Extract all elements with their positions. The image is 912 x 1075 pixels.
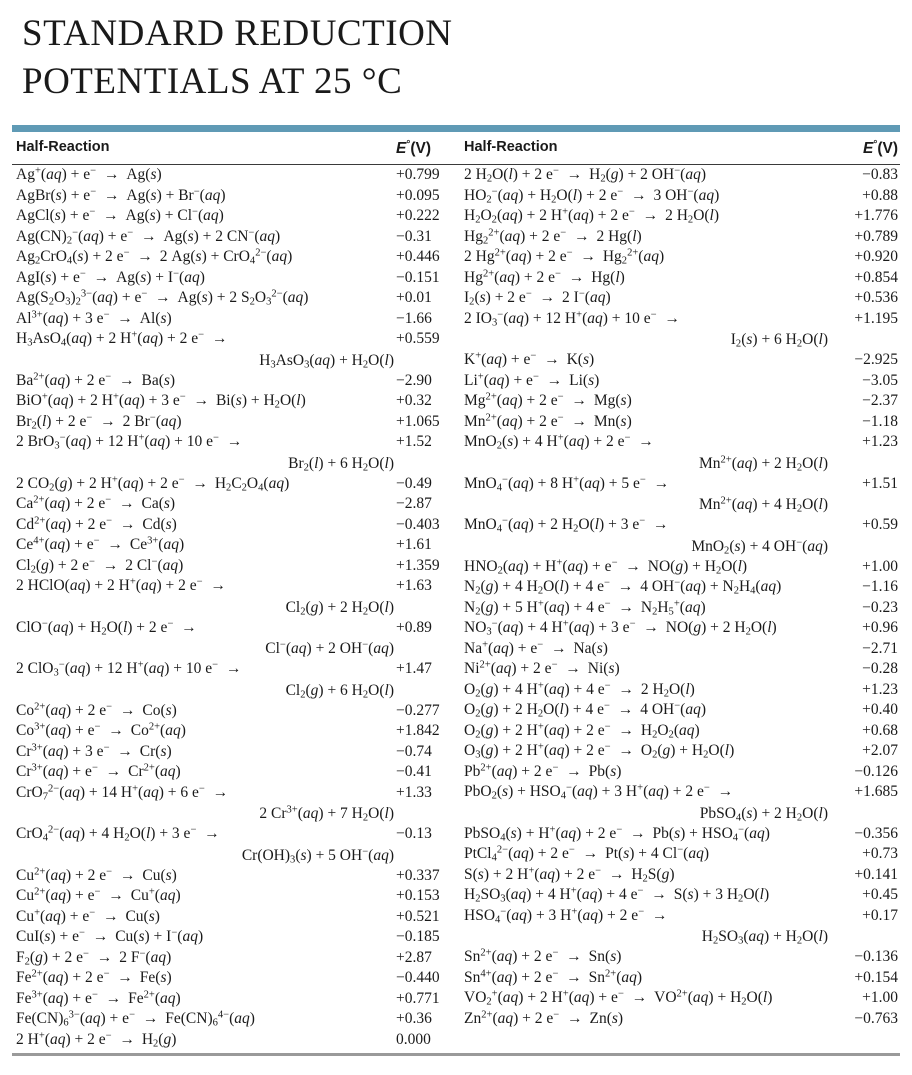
half-reaction-cell: $Ca^{2+}(aq) + 2$ e− → Ca(s) — [16, 494, 176, 513]
table-body — [12, 165, 900, 1050]
potential-value-cell: 0.000 — [396, 1030, 431, 1048]
half-reaction-cell: CrO$_7^{2-}$(aq) + 14 H+(aq) + 6 e− → — [16, 783, 228, 803]
table-row — [12, 186, 458, 207]
potential-value-cell: +0.89 — [396, 618, 432, 636]
potential-value-cell: +0.45 — [862, 886, 898, 904]
half-reaction-cell: $H_2SO_3(aq) + 4$ H+(aq) + 4 e− → S(s) + 3 $H_2O(l)$ — [464, 885, 770, 905]
potential-value-cell: −2.87 — [396, 495, 432, 513]
table-row — [12, 412, 458, 433]
half-reaction-cell: $Al^{3+}(aq) + 3$ e− → Al(s) — [16, 309, 172, 327]
potential-value-cell: +1.065 — [396, 412, 440, 430]
table-row — [460, 947, 900, 968]
potential-value-cell: +0.854 — [854, 268, 898, 286]
table-row — [12, 824, 458, 845]
half-reaction-cell: Cu+(aq) + e− → Cu(s) — [16, 907, 160, 925]
table-row — [12, 701, 458, 722]
half-reaction-continuation — [12, 680, 458, 701]
half-reaction-cell: 2 BrO$_3$−(aq) + 12 H+(aq) + 10 e− → — [16, 432, 242, 452]
half-reaction-continuation-text: $Mn^{2+}(aq) + 2$ $H_2O(l)$ — [698, 454, 828, 474]
table-row — [460, 700, 900, 721]
half-reaction-cell: $O_2(g) + 2$ $H_2O(l) + 4$ e− → 4 OH−(aq) — [464, 700, 706, 720]
potential-value-cell: +0.154 — [854, 968, 898, 986]
table-row — [460, 186, 900, 207]
potential-value-cell: +0.88 — [862, 186, 898, 204]
table-row — [460, 988, 900, 1009]
table-row — [460, 721, 900, 742]
potential-value-cell: −0.763 — [854, 1009, 898, 1027]
half-reaction-continuation-text: MnO$_2$(s) + 4 OH−(aq) — [691, 537, 828, 557]
potential-value-cell: +1.23 — [862, 680, 898, 698]
potential-value-cell: +1.359 — [396, 556, 440, 574]
half-reaction-cell: Na+(aq) + e− → Na(s) — [464, 639, 608, 657]
half-reaction-cell: AgCl(s) + e− → Ag(s) + Cl−(aq) — [16, 206, 224, 225]
table-row — [12, 866, 458, 887]
half-reaction-continuation-text: PbSO$_4$(s) + 2 $H_2O(l)$ — [699, 804, 828, 824]
potential-value-cell: −3.05 — [862, 371, 898, 389]
half-reaction-cell: AgI(s) + e− → Ag(s) + I−(aq) — [16, 268, 205, 286]
potential-value-cell: −0.74 — [396, 742, 432, 760]
half-reaction-cell: $Zn^{2+}(aq) + 2$ e− → Zn(s) — [464, 1009, 624, 1027]
potential-value-cell: −0.28 — [862, 660, 898, 678]
half-reaction-cell: $F_2(g) + 2$ e− → 2 F−(aq) — [16, 948, 172, 968]
table-row — [12, 391, 458, 412]
half-reaction-cell: $Cr^{3+}(aq) + 3$ e− → Cr(s) — [16, 742, 172, 760]
table-row — [12, 762, 458, 783]
potential-value-cell: +0.536 — [854, 289, 898, 307]
half-reaction-cell: 2 $CO_2(g) + 2$ H+(aq) + 2 $e^- \to H_2C_2O_4(aq)$ — [16, 474, 290, 494]
half-reaction-cell: $Cu^{2+}(aq) + 2$ e− → Cu(s) — [16, 866, 177, 884]
accent-bar — [12, 125, 900, 132]
half-reaction-cell: Li+(aq) + e− → Li(s) — [464, 371, 600, 389]
half-reaction-continuation-text: $Cl_2(g) + 6$ $H_2O(l)$ — [285, 681, 394, 701]
table-row — [12, 309, 458, 330]
table-row — [460, 762, 900, 783]
table-row — [460, 391, 900, 412]
half-reaction-cell: 2 ClO$_3$−(aq) + 12 H+(aq) + 10 e− → — [16, 659, 241, 679]
potential-value-cell: +0.17 — [862, 906, 898, 924]
table-row — [460, 639, 900, 660]
page-title-line-2: POTENTIALS AT 25 °C — [22, 61, 403, 102]
table-row — [460, 247, 900, 268]
table-row — [460, 515, 900, 536]
table-row — [12, 371, 458, 392]
table-row — [460, 782, 900, 803]
page-title — [12, 0, 900, 106]
potential-value-cell: −1.16 — [862, 578, 898, 596]
potential-value-cell: +1.685 — [854, 783, 898, 801]
potential-value-cell: +0.73 — [862, 845, 898, 863]
table-row — [12, 1009, 458, 1030]
half-reaction-cell: 2 $Hg^{2+}(aq) + 2$ $e^- \to Hg_2^{2+}(aq)$ — [464, 247, 665, 267]
half-reaction-continuation-text: 2 $Cr^{3+}(aq) + 7$ $H_2O(l)$ — [259, 804, 394, 824]
potential-value-cell: +0.141 — [854, 865, 898, 883]
potential-value-cell: +1.51 — [862, 474, 898, 492]
half-reaction-continuation — [460, 453, 900, 474]
potential-value-cell: −0.136 — [854, 948, 898, 966]
right-column — [458, 165, 900, 1050]
potential-value-cell: +0.799 — [396, 166, 440, 184]
page-title-line-1: STANDARD REDUCTION — [22, 13, 453, 54]
half-reaction-continuation-text: $Cr(OH)_3(s) + 5$ OH−(aq) — [241, 846, 394, 866]
half-reaction-cell: CrO$_4^{2-}$(aq) + 4 $H_2O(l) + 3$ e− → — [16, 824, 219, 844]
table-row — [460, 618, 900, 639]
half-reaction-continuation — [460, 926, 900, 947]
half-reaction-cell: CuI(s) + e− → Cu(s) + I−(aq) — [16, 927, 204, 946]
half-reaction-continuation — [460, 803, 900, 824]
table-row — [460, 906, 900, 927]
half-reaction-continuation — [460, 536, 900, 557]
table-row — [12, 247, 458, 268]
table-row — [460, 659, 900, 680]
table-row — [460, 865, 900, 886]
potential-value-cell: +1.00 — [862, 557, 898, 575]
table-row — [460, 309, 900, 330]
half-reaction-continuation-text: Cl−(aq) + 2 OH−(aq) — [265, 639, 394, 658]
half-reaction-cell: $Co^{3+}(aq) + e^- \to Co^{2+}(aq)$ — [16, 721, 186, 740]
header-half-reaction-left: Half-Reaction — [16, 139, 110, 155]
half-reaction-cell: $Sn^{4+}(aq) + 2$ $e^- \to Sn^{2+}(aq)$ — [464, 968, 643, 986]
table-row — [460, 577, 900, 598]
table-row — [460, 844, 900, 865]
table-row — [460, 557, 900, 578]
potential-value-cell: +0.222 — [396, 207, 440, 225]
half-reaction-cell: $HNO_2(aq) + H^+(aq) + e^- \to NO(g) + H_2O(l)$ — [464, 557, 748, 577]
half-reaction-cell: $Mn^{2+}(aq) + 2$ e− → Mn(s) — [464, 412, 632, 430]
half-reaction-cell: $Fe(CN)_6^{3-}(aq) + e^- \to Fe(CN)_6^{4-}(aq)$ — [16, 1009, 255, 1029]
potential-value-cell: +0.789 — [854, 227, 898, 245]
half-reaction-cell: PbSO$_4$(s) + H+(aq) + 2 $e^- \to Pb(s) + HSO_4^-(aq)$ — [464, 824, 770, 844]
potential-value-cell: +0.32 — [396, 392, 432, 410]
half-reaction-continuation — [12, 350, 458, 371]
potential-value-cell: −0.151 — [396, 268, 440, 286]
potential-value-cell: +0.59 — [862, 516, 898, 534]
table-row — [12, 886, 458, 907]
half-reaction-cell: AgBr(s) + e− → Ag(s) + Br−(aq) — [16, 186, 226, 204]
half-reaction-continuation — [12, 597, 458, 618]
half-reaction-continuation — [460, 329, 900, 350]
potential-value-cell: −0.23 — [862, 598, 898, 616]
table-row — [12, 1030, 458, 1051]
table-row — [12, 535, 458, 556]
potential-value-cell: −0.13 — [396, 825, 432, 843]
potential-value-cell: −0.440 — [396, 969, 440, 987]
half-reaction-cell: MnO$_4$−(aq) + 8 H+(aq) + 5 e− → — [464, 474, 669, 494]
half-reaction-cell: $Cr^{3+}(aq) + e^- \to Cr^{2+}(aq)$ — [16, 762, 181, 781]
half-reaction-cell: $Hg^{2+}(aq) + 2$ e− → Hg(l) — [464, 268, 625, 286]
potential-value-cell: −0.126 — [854, 762, 898, 780]
half-reaction-cell: Ag+(aq) + e− → Ag(s) — [16, 165, 162, 184]
table-row — [12, 783, 458, 804]
half-reaction-cell: $Ni^{2+}(aq) + 2$ e− → Ni(s) — [464, 659, 620, 678]
header-potential-left: E°(V) — [396, 139, 432, 158]
half-reaction-continuation-text: $H_3AsO_3(aq) + H_2O(l)$ — [259, 351, 394, 371]
potential-value-cell: −1.66 — [396, 309, 432, 327]
half-reaction-cell: $Cl_2(g) + 2$ e− → 2 Cl−(aq) — [16, 556, 184, 576]
half-reaction-cell: $Pb^{2+}(aq) + 2$ e− → Pb(s) — [464, 762, 622, 780]
table-row — [460, 474, 900, 495]
table-row — [12, 268, 458, 289]
potential-value-cell: +0.40 — [862, 701, 898, 719]
half-reaction-continuation-text: $Cl_2(g) + 2$ $H_2O(l)$ — [285, 598, 394, 618]
table-row — [12, 927, 458, 948]
table-row — [460, 680, 900, 701]
half-reaction-cell: $Mg^{2+}(aq) + 2$ e− → Mg(s) — [464, 391, 632, 410]
half-reaction-cell: PtCl$_4^{2-}$(aq) + 2 e− → Pt(s) + 4 Cl−(aq) — [464, 844, 709, 864]
potential-value-cell: −2.925 — [854, 351, 898, 369]
half-reaction-cell: $Fe^{2+}(aq) + 2$ e− → Fe(s) — [16, 968, 172, 987]
potential-value-cell: +1.61 — [396, 536, 432, 554]
potential-value-cell: −2.71 — [862, 639, 898, 657]
potential-value-cell: +0.095 — [396, 186, 440, 204]
half-reaction-cell: $HSO_4^-(aq) + 3$ H+(aq) + 2 e− → — [464, 906, 667, 926]
table-row — [12, 968, 458, 989]
table-row — [460, 412, 900, 433]
potential-value-cell: −0.49 — [396, 474, 432, 492]
potential-value-cell: −2.90 — [396, 371, 432, 389]
half-reaction-continuation-text: $I_2(s) + 6$ $H_2O(l)$ — [730, 331, 828, 350]
header-potential-right: E°(V) — [862, 139, 898, 158]
table-row — [12, 432, 458, 453]
half-reaction-continuation — [12, 803, 458, 824]
potential-value-cell: −0.41 — [396, 763, 432, 781]
half-reaction-cell: $NO_3^-(aq) + 4$ H+(aq) + 3 e− → NO(g) + 2 $H_2O(l)$ — [464, 618, 777, 638]
half-reaction-cell: S(s) + 2 H+(aq) + 2 $e^- \to H_2S(g)$ — [464, 865, 675, 885]
half-reaction-cell: $N_2(g) + 4$ $H_2O(l) + 4$ e− → 4 $OH^-(aq) + N_2H_4(aq)$ — [464, 577, 782, 597]
table-row — [12, 742, 458, 763]
potential-value-cell: +0.36 — [396, 1010, 432, 1028]
half-reaction-continuation-text: $Br_2(l) + 6$ $H_2O(l)$ — [288, 454, 394, 474]
table-row — [460, 350, 900, 371]
table-row — [12, 721, 458, 742]
potential-value-cell: +2.87 — [396, 948, 432, 966]
table-row — [460, 885, 900, 906]
half-reaction-cell: $Ag(S_2O_3)_2^{3-}(aq) + e^- \to Ag(s) + 2$ $S_2O_3^{2-}(aq)$ — [16, 288, 309, 308]
table-row — [460, 288, 900, 309]
left-column-rows — [12, 165, 458, 1050]
potential-value-cell: +0.446 — [396, 248, 440, 266]
left-column — [12, 165, 458, 1050]
potential-value-cell: +1.776 — [854, 207, 898, 225]
table-row — [12, 989, 458, 1010]
half-reaction-cell: $Ag_2CrO_4(s) + 2$ e− → 2 Ag(s) + CrO$_4^{2-}$(aq) — [16, 247, 293, 267]
table-row — [460, 371, 900, 392]
table-row — [460, 824, 900, 845]
half-reaction-continuation — [12, 638, 458, 659]
half-reaction-cell: $Cd^{2+}(aq) + 2$ e− → Cd(s) — [16, 515, 177, 533]
potential-value-cell: +1.63 — [396, 577, 432, 595]
table-row — [12, 474, 458, 495]
half-reaction-cell: 2 $IO_3^-(aq) + 12$ H+(aq) + 10 e− → — [464, 309, 679, 329]
potential-value-cell: +0.559 — [396, 330, 440, 348]
half-reaction-cell: $H_3AsO_4(aq) + 2$ H+(aq) + 2 e− → — [16, 329, 227, 349]
potential-value-cell: +1.842 — [396, 722, 440, 740]
half-reaction-cell: $O_2(g) + 4$ H+(aq) + 4 e− → 2 $H_2O(l)$ — [464, 680, 695, 700]
half-reaction-cell: $ClO^-(aq) + H_2O(l) + 2$ e− → — [16, 618, 196, 638]
half-reaction-cell: $Ba^{2+}(aq) + 2$ e− → Ba(s) — [16, 371, 176, 389]
table-row — [12, 515, 458, 536]
half-reaction-cell: 2 $H_2O(l) + 2$ $e^- \to H_2(g) + 2$ OH−(aq) — [464, 165, 706, 185]
half-reaction-cell: $Co^{2+}(aq) + 2$ e− → Co(s) — [16, 701, 177, 719]
table-row — [460, 206, 900, 227]
half-reaction-cell: $Sn^{2+}(aq) + 2$ e− → Sn(s) — [464, 947, 622, 966]
half-reaction-cell: $I_2(s) + 2$ e− → 2 I−(aq) — [464, 288, 611, 308]
half-reaction-continuation — [460, 494, 900, 515]
half-reaction-continuation — [12, 453, 458, 474]
potential-value-cell: +0.96 — [862, 619, 898, 637]
table-row — [12, 948, 458, 969]
potential-value-cell: −0.83 — [862, 166, 898, 184]
potential-value-cell: +2.07 — [862, 742, 898, 760]
half-reaction-cell: $N_2(g) + 5$ H+(aq) + 4 $e^- \to N_2H_5^+(aq)$ — [464, 598, 706, 618]
potential-value-cell: +1.47 — [396, 660, 432, 678]
half-reaction-continuation-text: $Mn^{2+}(aq) + 4$ $H_2O(l)$ — [698, 495, 828, 515]
table-row — [12, 206, 458, 227]
table-row — [12, 556, 458, 577]
right-column-rows — [460, 165, 900, 1029]
potential-value-cell: +0.521 — [396, 907, 440, 925]
potential-value-cell: −2.37 — [862, 392, 898, 410]
potential-value-cell: −0.277 — [396, 701, 440, 719]
table-row — [460, 1009, 900, 1030]
half-reaction-cell: $O_2(g) + 2$ H+(aq) + 2 $e^- \to H_2O_2(aq)$ — [464, 721, 700, 741]
half-reaction-cell: K+(aq) + e− → K(s) — [464, 350, 595, 369]
table-row — [12, 494, 458, 515]
table-row — [12, 227, 458, 248]
half-reaction-cell: $Ag(CN)_2^-(aq) + e^- \to Ag(s) + 2$ CN−(aq) — [16, 227, 281, 247]
potential-value-cell: +0.68 — [862, 721, 898, 739]
potential-value-cell: +0.920 — [854, 248, 898, 266]
half-reaction-cell: $Cu^{2+}(aq) + e^- \to Cu^+(aq)$ — [16, 886, 181, 905]
half-reaction-cell: $VO_2^+(aq) + 2$ $H^+(aq) + e^- \to VO^{2+}(aq) + H_2O(l)$ — [464, 988, 773, 1008]
potential-value-cell: +1.52 — [396, 433, 432, 451]
half-reaction-cell: $PbO_2(s) + HSO_4^-(aq) + 3$ H+(aq) + 2 e− → — [464, 782, 733, 802]
table-row — [460, 741, 900, 762]
table-bottom-rule — [12, 1053, 900, 1056]
half-reaction-continuation-text: $H_2SO_3(aq) + H_2O(l)$ — [701, 928, 828, 947]
table-row — [12, 907, 458, 928]
table-row — [12, 165, 458, 186]
table-row — [460, 598, 900, 619]
half-reaction-cell: $Hg_2^{2+}(aq) + 2$ e− → 2 Hg(l) — [464, 227, 642, 247]
table-row — [12, 576, 458, 597]
potential-value-cell: +1.33 — [396, 783, 432, 801]
table-row — [460, 227, 900, 248]
potential-value-cell: +0.337 — [396, 866, 440, 884]
potential-value-cell: −0.31 — [396, 227, 432, 245]
potential-value-cell: +0.153 — [396, 887, 440, 905]
table-row — [460, 432, 900, 453]
half-reaction-cell: $Br_2(l) + 2$ e− → 2 Br−(aq) — [16, 412, 182, 432]
table-row — [12, 618, 458, 639]
potential-value-cell: +1.195 — [854, 309, 898, 327]
table-row — [12, 329, 458, 350]
half-reaction-cell: 2 H+(aq) + 2 $e^- \to H_2(g)$ — [16, 1030, 177, 1050]
table-row — [12, 288, 458, 309]
potential-value-cell: −1.18 — [862, 412, 898, 430]
half-reaction-cell: $Ce^{4+}(aq) + e^- \to Ce^{3+}(aq)$ — [16, 535, 185, 554]
table-row — [460, 968, 900, 989]
table-header-row — [12, 132, 900, 164]
potential-value-cell: +1.23 — [862, 433, 898, 451]
table-row — [12, 659, 458, 680]
half-reaction-cell: BiO+(aq) + 2 H+(aq) + 3 $e^- \to Bi(s) + H_2O(l)$ — [16, 391, 306, 411]
half-reaction-cell: $HO_2^-(aq) + H_2O(l) + 2$ e− → 3 OH−(aq) — [464, 186, 720, 206]
table-row — [460, 268, 900, 289]
potential-value-cell: +0.01 — [396, 289, 432, 307]
half-reaction-cell: $H_2O_2(aq) + 2$ H+(aq) + 2 e− → 2 $H_2O(l)$ — [464, 206, 720, 226]
table-row — [460, 165, 900, 186]
half-reaction-cell: $O_3(g) + 2$ H+(aq) + 2 $e^- \to O_2(g) + H_2O(l)$ — [464, 741, 735, 761]
half-reaction-cell: 2 HClO(aq) + 2 H+(aq) + 2 e− → — [16, 576, 225, 595]
half-reaction-cell: $Fe^{3+}(aq) + e^- \to Fe^{2+}(aq)$ — [16, 989, 181, 1007]
half-reaction-cell: MnO$_2$(s) + 4 H+(aq) + 2 e− → — [464, 432, 653, 452]
half-reaction-cell: MnO$_4$−(aq) + 2 $H_2O(l) + 3$ e− → — [464, 515, 668, 535]
potential-value-cell: −0.403 — [396, 515, 440, 533]
potential-value-cell: +1.00 — [862, 989, 898, 1007]
half-reaction-continuation — [12, 845, 458, 866]
potential-value-cell: −0.185 — [396, 928, 440, 946]
header-half-reaction-right: Half-Reaction — [464, 139, 558, 155]
potential-value-cell: −0.356 — [854, 824, 898, 842]
potential-value-cell: +0.771 — [396, 989, 440, 1007]
